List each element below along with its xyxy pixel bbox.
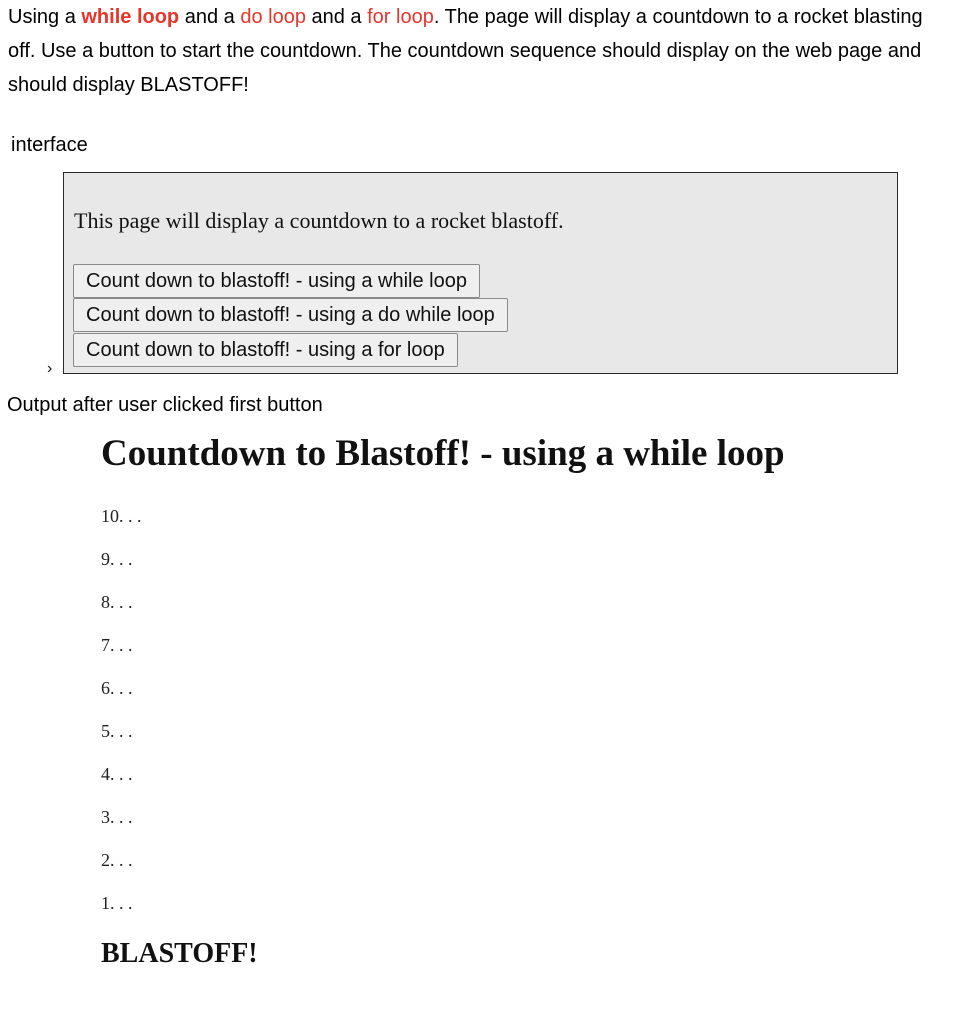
instructions-part2: and a [179,6,241,28]
countdown-while-loop-button[interactable]: Count down to blastoff! - using a while loop [73,264,480,298]
instructions-part1: Using a [8,6,82,28]
countdown-item: 4. . . [101,764,133,784]
countdown-item: 1. . . [101,893,133,913]
interface-intro-text: This page will display a countdown to a rocket blastoff. [74,208,564,233]
instructions-text [8,0,952,102]
blastoff-text: BLASTOFF! [101,938,258,969]
countdown-do-while-loop-button[interactable]: Count down to blastoff! - using a do while loop [73,298,508,332]
countdown-item: 7. . . [101,635,133,655]
output-label: Output after user clicked first button [7,394,323,416]
countdown-item: 9. . . [101,549,133,569]
instructions-part3: and a [305,6,368,28]
chevron-right-icon: › [47,360,53,377]
do-loop-highlight: do loop [240,6,306,28]
countdown-item: 2. . . [101,850,133,870]
countdown-item: 6. . . [101,678,133,698]
countdown-item: 10. . . [101,506,142,526]
for-loop-highlight: for loop [367,6,434,28]
countdown-list [101,505,142,935]
countdown-item: 5. . . [101,721,133,741]
interface-panel [63,172,898,374]
instructions-part4: . The page will display a countdown to a rocket blasting off. Use a button to start the countdown. The countdown sequence should display on the web page and should display BLASTOFF! [8,6,923,96]
interface-label: interface [11,134,88,156]
countdown-for-loop-button[interactable]: Count down to blastoff! - using a for loop [73,333,458,367]
countdown-item: 3. . . [101,807,133,827]
output-heading: Countdown to Blastoff! - using a while loop [101,433,785,474]
countdown-item: 8. . . [101,592,133,612]
while-loop-highlight: while loop [81,6,180,28]
